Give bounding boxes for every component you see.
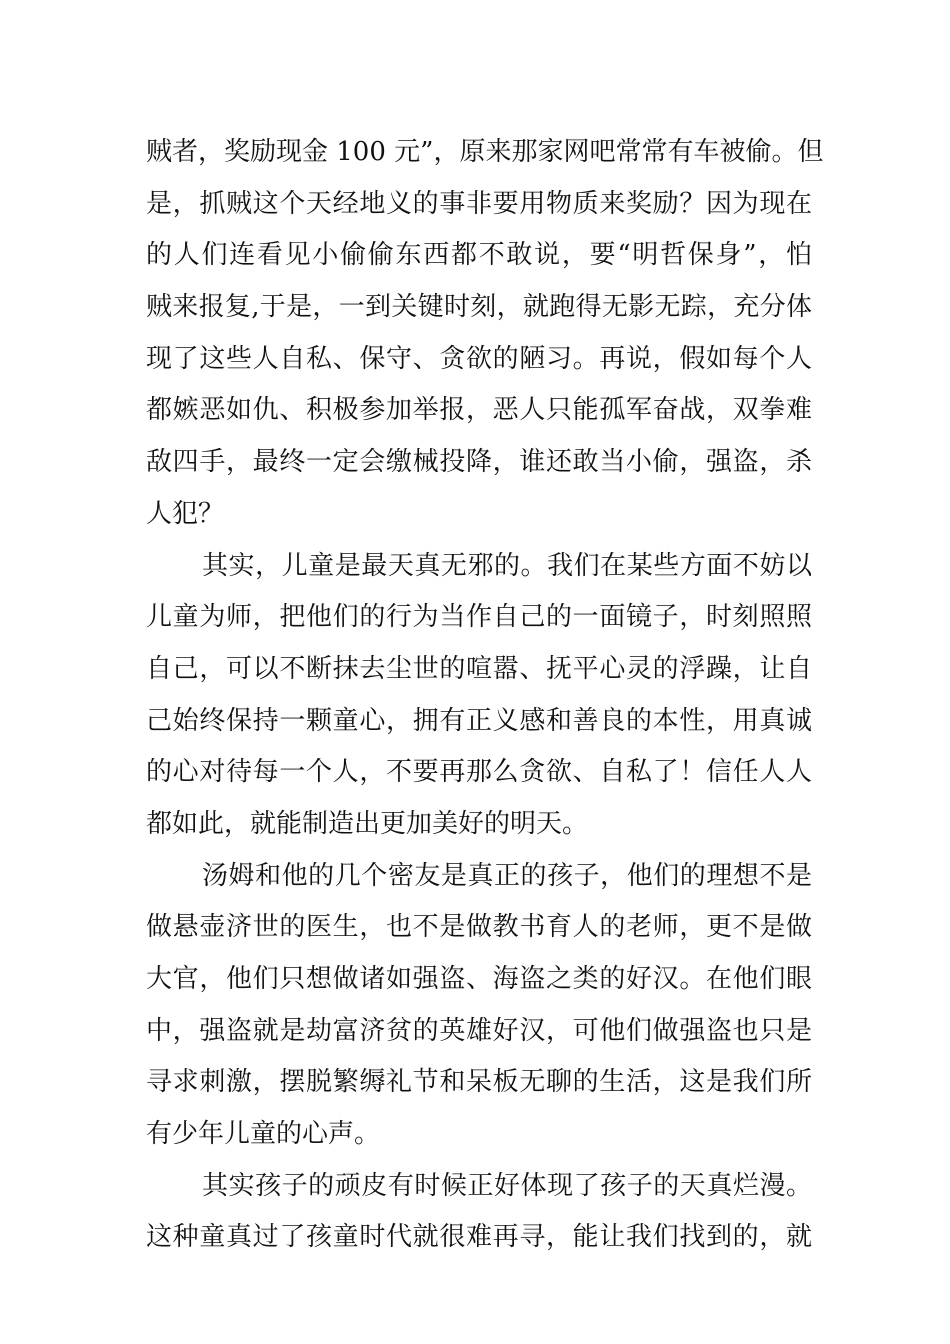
text-line: 有少年儿童的心声。 (146, 1119, 381, 1150)
paragraph-first-line: 汤姆和他的几个密友是真正的孩子，他们的理想不是 (202, 860, 812, 891)
text-line: 贼来报复,于是，一到关键时刻，就跑得无影无踪，充分体 (146, 292, 812, 323)
text-line: 中，强盗就是劫富济贫的英雄好汉，可他们做强盗也只是 (146, 1015, 812, 1046)
text-line: 的心对待每一个人，不要再那么贪欲、自私了！信任人人 (146, 757, 812, 788)
text-line: 己始终保持一颗童心，拥有正义感和善良的本性，用真诚 (146, 705, 812, 736)
text-line: 都嫉恶如仇、积极参加举报，恶人只能孤军奋战，双拳难 (146, 395, 812, 426)
text-line: 的人们连看见小偷偷东西都不敢说，要“明哲保身”，怕 (146, 240, 812, 271)
text-line: 儿童为师，把他们的行为当作自己的一面镜子，时刻照照 (146, 602, 812, 633)
paragraph-first-line: 其实孩子的顽皮有时候正好体现了孩子的天真烂漫。 (202, 1170, 812, 1201)
text-line: 人犯？ (146, 498, 225, 529)
text-line: 自己，可以不断抹去尘世的喧嚣、抚平心灵的浮躁，让自 (146, 653, 812, 684)
text-line: 大官，他们只想做诸如强盗、海盗之类的好汉。在他们眼 (146, 964, 812, 994)
document-body (146, 127, 824, 1264)
text-line: 是，抓贼这个天经地义的事非要用物质来奖励？因为现在 (146, 188, 812, 219)
text-line: 做悬壶济世的医生，也不是做教书育人的老师，更不是做 (146, 912, 812, 943)
text-line: 敌四手，最终一定会缴械投降，谁还敢当小偷，强盗，杀 (146, 447, 812, 478)
text-line: 这种童真过了孩童时代就很难再寻，能让我们找到的，就 (146, 1222, 812, 1253)
text-line: 现了这些人自私、保守、贪欲的陋习。再说，假如每个人 (146, 343, 812, 374)
text-line: 都如此，就能制造出更加美好的明天。 (146, 808, 589, 839)
text-line: 寻求刺激，摆脱繁缛礼节和呆板无聊的生活，这是我们所 (146, 1067, 812, 1098)
text-line: 贼者，奖励现金 100 元”，原来那家网吧常常有车被偷。但 (146, 137, 824, 167)
paragraph-first-line: 其实，儿童是最天真无邪的。我们在某些方面不妨以 (202, 550, 812, 581)
